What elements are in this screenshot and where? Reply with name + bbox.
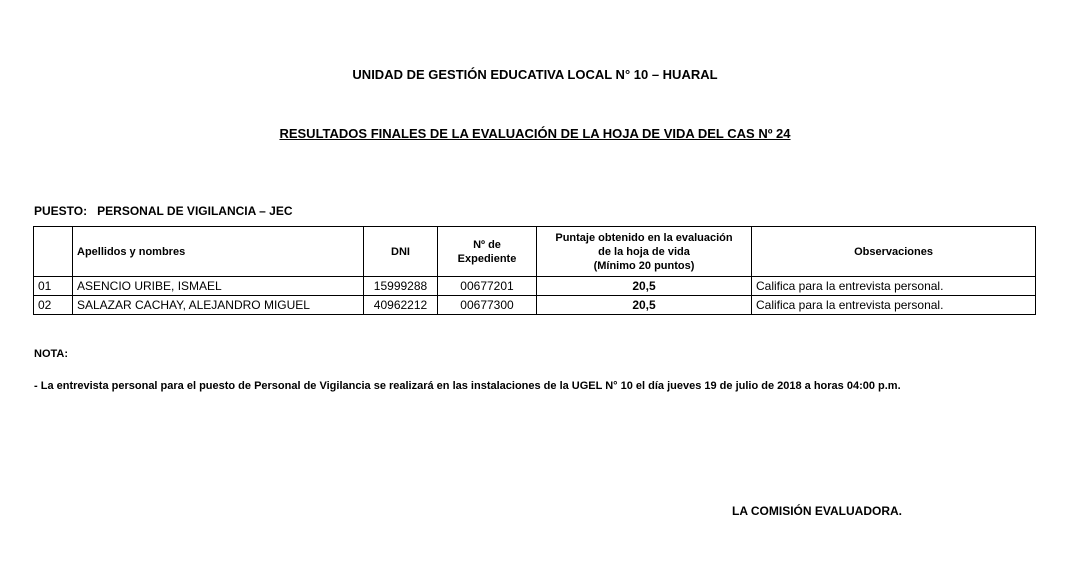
note-label: NOTA: (34, 348, 69, 360)
header-observations: Observaciones (752, 227, 1036, 277)
header-expediente (438, 227, 537, 277)
table-header-row (34, 227, 1036, 277)
header-score-line3: (Mínimo 20 puntos) (593, 259, 695, 272)
table-row (34, 277, 1036, 296)
cell-expediente: 00677201 (438, 277, 537, 296)
header-number (34, 227, 73, 277)
cell-dni: 40962212 (364, 296, 438, 315)
position-heading (34, 204, 293, 218)
institution-title: UNIDAD DE GESTIÓN EDUCATIVA LOCAL N° 10 – HUARAL (352, 67, 718, 82)
header-dni: DNI (364, 227, 438, 277)
header-score (537, 227, 752, 277)
header-name: Apellidos y nombres (73, 227, 364, 277)
cell-score: 20,5 (537, 296, 752, 315)
note-item: - La entrevista personal para el puesto de Personal de Vigilancia se realizará en las instalaciones de la UGEL N° 10 el día jueves 19 de julio de 2018 a horas 04:00 p.m. (34, 380, 901, 392)
signature-line: LA COMISIÓN EVALUADORA. (732, 504, 902, 518)
cell-number: 02 (34, 296, 73, 315)
results-table (33, 226, 1036, 315)
document-title: RESULTADOS FINALES DE LA EVALUACIÓN DE LA HOJA DE VIDA DEL CAS Nº 24 (279, 126, 791, 141)
cell-name: SALAZAR CACHAY, ALEJANDRO MIGUEL (73, 296, 364, 315)
cell-score: 20,5 (537, 277, 752, 296)
header-score-line1: Puntaje obtenido en la evaluación (555, 231, 733, 244)
header-score-line2: de la hoja de vida (598, 245, 690, 258)
position-label: PUESTO: (34, 204, 88, 218)
cell-dni: 15999288 (364, 277, 438, 296)
cell-observation: Califica para la entrevista personal. (752, 296, 1036, 315)
cell-expediente: 00677300 (438, 296, 537, 315)
cell-observation: Califica para la entrevista personal. (752, 277, 1036, 296)
table-row (34, 296, 1036, 315)
cell-name: ASENCIO URIBE, ISMAEL (73, 277, 364, 296)
header-expediente-line2: Expediente (457, 252, 517, 265)
header-expediente-line1: Nº de (473, 238, 501, 251)
position-value: PERSONAL DE VIGILANCIA – JEC (97, 204, 293, 218)
cell-number: 01 (34, 277, 73, 296)
